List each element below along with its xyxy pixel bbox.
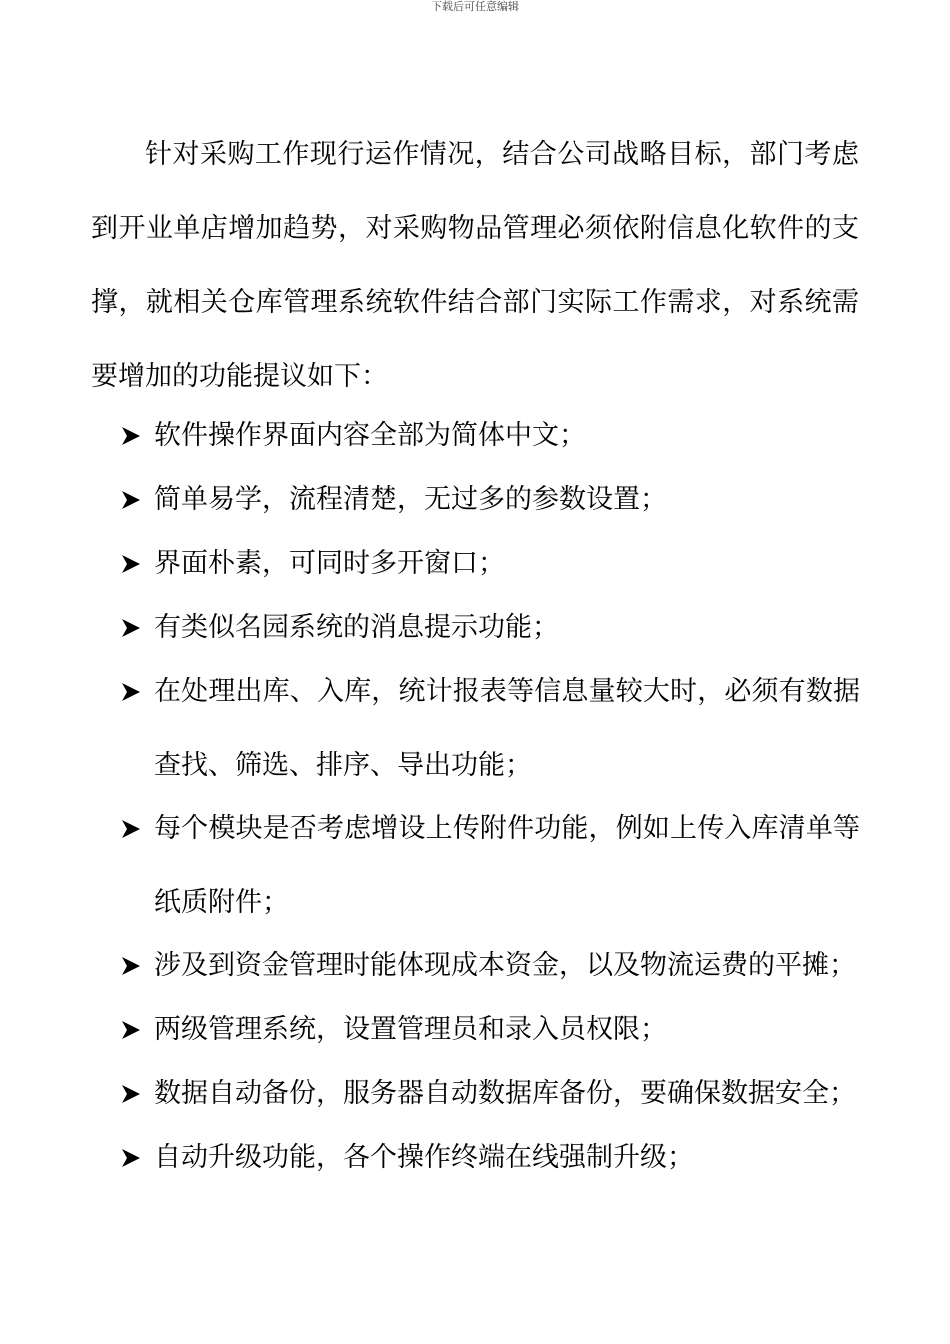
arrow-bullet-icon — [120, 680, 142, 704]
list-item — [120, 1015, 860, 1045]
list-item-text: 界面朴素，可同时多开窗口； — [154, 548, 505, 579]
list-item-text: 在处理出库、入库，统计报表等信息量较大时，必须有数据查找、筛选、排序、导出功能； — [154, 676, 860, 781]
list-item-text: 有类似名园系统的消息提示功能； — [154, 612, 559, 643]
list-item — [120, 814, 860, 940]
list-item — [120, 549, 860, 579]
arrow-bullet-icon — [120, 954, 142, 978]
arrow-bullet-icon — [120, 552, 142, 576]
arrow-bullet-icon — [120, 1146, 142, 1170]
list-item — [120, 1143, 860, 1173]
list-item-text: 涉及到资金管理时能体现成本资金，以及物流运费的平摊； — [154, 950, 856, 981]
arrow-bullet-icon — [120, 1082, 142, 1106]
page-header: 下载后可任意编辑 — [431, 0, 519, 13]
list-item — [120, 951, 860, 981]
arrow-bullet-icon — [120, 616, 142, 640]
list-item — [120, 1079, 860, 1109]
list-item-text: 自动升级功能，各个操作终端在线强制升级； — [154, 1142, 694, 1173]
list-item-text: 每个模块是否考虑增设上传附件功能，例如上传入库清单等纸质附件； — [154, 813, 860, 918]
list-item-text: 简单易学，流程清楚，无过多的参数设置； — [154, 484, 667, 515]
arrow-bullet-icon — [120, 424, 142, 448]
list-item-text: 两级管理系统，设置管理员和录入员权限； — [154, 1014, 667, 1045]
arrow-bullet-icon — [120, 817, 142, 841]
list-item — [120, 613, 860, 643]
list-item — [120, 421, 860, 451]
arrow-bullet-icon — [120, 488, 142, 512]
list-item-text: 数据自动备份，服务器自动数据库备份，要确保数据安全； — [154, 1078, 856, 1109]
list-item — [120, 485, 860, 515]
intro-paragraph: 针对采购工作现行运作情况，结合公司战略目标，部门考虑到开业单店增加趋势，对采购物品管理必须依附信息化软件的支撑，就相关仓库管理系统软件结合部门实际工作需求，对系统需要增加的功能提议如下： — [91, 139, 859, 392]
arrow-bullet-icon — [120, 1018, 142, 1042]
list-item — [120, 677, 860, 803]
list-item-text: 软件操作界面内容全部为简体中文； — [154, 420, 586, 451]
